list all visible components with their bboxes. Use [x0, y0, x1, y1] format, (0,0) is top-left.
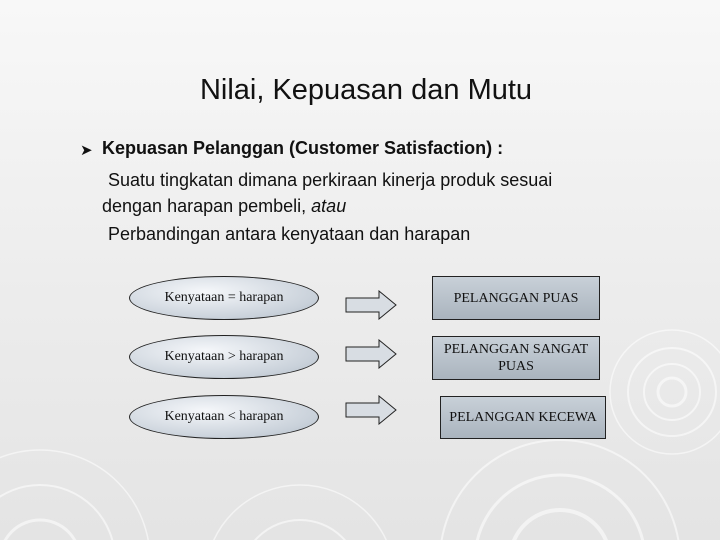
- condition-ellipse-less: Kenyataan < harapan: [129, 395, 319, 439]
- definition-line-2-text: dengan harapan pembeli,: [102, 196, 312, 216]
- definition-line-2-italic: atau: [311, 196, 347, 216]
- right-arrow-icon: [345, 290, 397, 320]
- bullet-heading: Kepuasan Pelanggan (Customer Satisfaction) :: [102, 138, 504, 158]
- arrowhead-bullet-icon: ➤: [80, 142, 93, 159]
- right-arrow-icon: [345, 395, 397, 425]
- slide-title: Nilai, Kepuasan dan Mutu: [199, 74, 533, 106]
- condition-ellipse-equal: Kenyataan = harapan: [129, 276, 319, 320]
- definition-line-2: [102, 196, 346, 217]
- result-box-puas: PELANGGAN PUAS: [432, 276, 600, 320]
- result-box-sangat-puas: PELANGGAN SANGAT PUAS: [432, 336, 600, 380]
- condition-ellipse-greater: Kenyataan > harapan: [129, 335, 319, 379]
- definition-line-3: Perbandingan antara kenyataan dan harapan: [108, 224, 471, 244]
- result-box-kecewa: PELANGGAN KECEWA: [440, 396, 606, 439]
- definition-line-1: Suatu tingkatan dimana perkiraan kinerja produk sesuai: [108, 170, 553, 190]
- right-arrow-icon: [345, 339, 397, 369]
